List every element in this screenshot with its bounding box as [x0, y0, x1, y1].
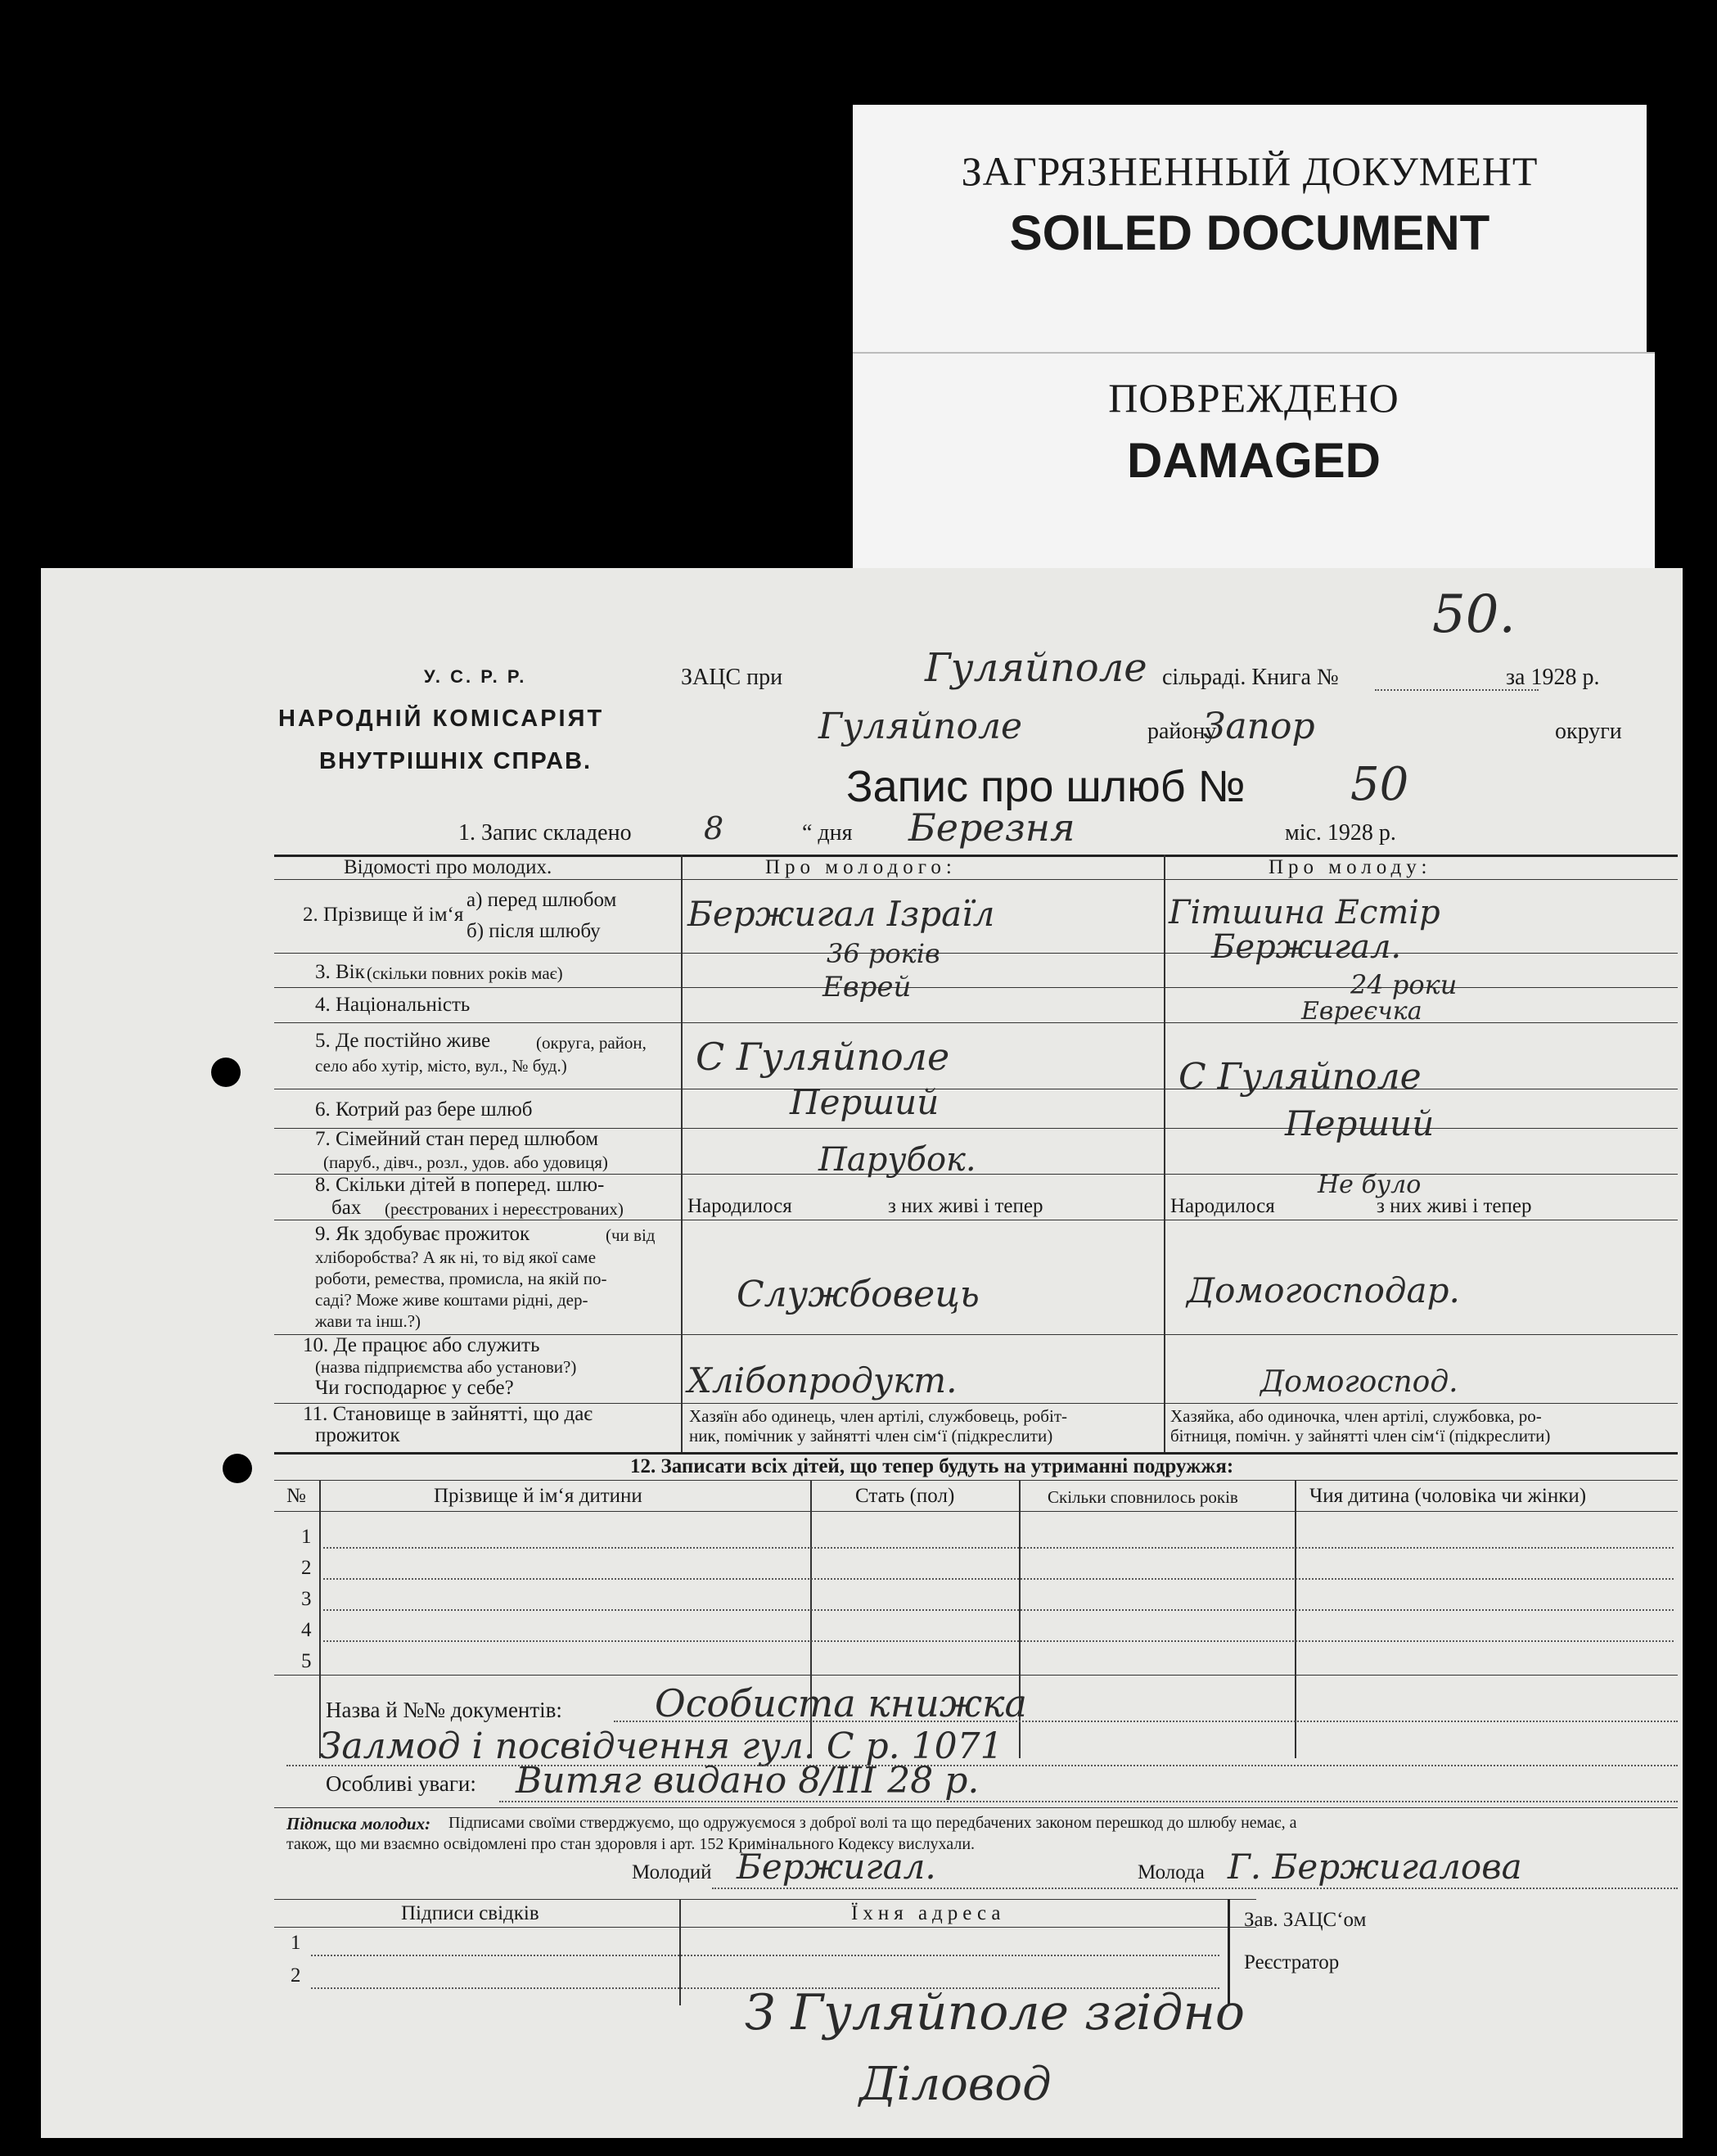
- children-row-line: [323, 1578, 1674, 1580]
- groom-position-note: Хазяїн або одинець, член артілі, службовець, робіт-: [689, 1406, 1067, 1426]
- soiled-label-ru: ЗАГРЯЗНЕННЫЙ ДОКУМЕНТ: [961, 148, 1539, 194]
- children-col-divider: [319, 1480, 321, 1758]
- district-value: Гуляйполе: [818, 706, 1023, 747]
- row-rule: [274, 953, 1678, 954]
- col-divider: [681, 855, 683, 1455]
- documents-line: [614, 1721, 1678, 1722]
- row-marriage-count-label: 6. Котрий раз бере шлюб: [315, 1098, 533, 1121]
- bride-age: 24 роки: [1350, 969, 1458, 1000]
- declaration-text-1: Підписами своїми стверджуємо, що одружуємося з доброї волі та що передбачених законом перешкод до шлюбу немає, а: [448, 1814, 1297, 1832]
- notes-line: [499, 1801, 1678, 1802]
- zags-village: Гуляйполе: [925, 645, 1147, 691]
- children-row-line: [323, 1609, 1674, 1611]
- children-col-no: №: [286, 1485, 306, 1507]
- table-bottom-rule: [274, 1452, 1678, 1455]
- row-family-status-note: (паруб., дівч., розл., удов. або удовиця): [323, 1152, 608, 1172]
- children-row-number: 4: [301, 1619, 312, 1641]
- declaration-lead: Підписка молодих:: [286, 1814, 431, 1834]
- zags-prefix: ЗАЦС при: [681, 665, 783, 690]
- record-number: 50: [1350, 758, 1409, 811]
- commissariat-line-1: НАРОДНІЙ КОМІСАРІЯТ: [278, 706, 605, 732]
- bride-position-note: Хазяйка, або одиночка, член артілі, службовка, ро-: [1170, 1406, 1542, 1426]
- damaged-label: [853, 354, 1655, 568]
- commissariat-line-2: ВНУТРІШНІХ СПРАВ.: [319, 748, 593, 774]
- row-workplace-note: (назва підприємства або установи?): [315, 1357, 577, 1377]
- declaration-rule: [274, 1807, 1678, 1808]
- witness-header-rule: [274, 1927, 1256, 1928]
- documents-value-2: Залмод і посвідчення гул. С р. 1071: [319, 1725, 1003, 1767]
- row-name-after: б) після шлюбу: [466, 920, 601, 942]
- row-income-note-5: жави та інш.?): [315, 1311, 421, 1331]
- punch-hole: [211, 1058, 241, 1087]
- witness-row-line: [311, 1955, 1219, 1956]
- notes-value: Витяг видано 8/III 28 р.: [516, 1760, 980, 1802]
- groom-workplace: Хлібопродукт.: [687, 1360, 958, 1400]
- bride-occupation: Домогосподар.: [1187, 1270, 1460, 1310]
- bride-position-note-2: бітниця, помічн. у зайнятті член сім‘ї (підкреслити): [1170, 1426, 1551, 1446]
- children-top-rule: [274, 1480, 1678, 1481]
- ussr-header: У. С. Р. Р.: [424, 666, 527, 687]
- registrar-label: Реєстратор: [1244, 1951, 1340, 1973]
- documents-line: [286, 1765, 1678, 1766]
- row-children-label: 8. Скільки дітей в поперед. шлю-: [315, 1174, 605, 1196]
- date-mid: “ дня: [802, 820, 853, 846]
- district-label: району: [1147, 719, 1217, 744]
- marriage-record-sheet: [41, 568, 1683, 2138]
- date-prefix: 1. Запис складено: [458, 820, 632, 846]
- okrug-label: округи: [1555, 719, 1622, 744]
- row-workplace-label: 10. Де працює або служить: [303, 1334, 540, 1356]
- punch-hole: [223, 1454, 252, 1483]
- groom-alive-label: з них живі і тепер: [888, 1195, 1043, 1217]
- witness-top-rule: [274, 1899, 1256, 1900]
- bride-sign-label: Молода: [1138, 1861, 1205, 1883]
- groom-signature: Бержигал.: [737, 1847, 936, 1887]
- head-label: Зав. ЗАЦС‘ом: [1244, 1909, 1367, 1931]
- children-col-divider: [1295, 1480, 1296, 1758]
- children-row-line: [323, 1547, 1674, 1549]
- children-col-name: Прізвище й ім‘я дитини: [434, 1485, 642, 1507]
- row-position-label: 11. Становище в зайнятті, що дає: [303, 1403, 593, 1425]
- documents-value-1: Особиста книжка: [655, 1681, 1027, 1725]
- witness-row-number: 1: [291, 1932, 301, 1954]
- children-bottom-rule: [274, 1675, 1678, 1676]
- documents-label: Назва й №№ документів:: [326, 1698, 562, 1722]
- bride-name-after: Бержигал.: [1211, 928, 1402, 966]
- footer-note-1: З Гуляйполе згідно: [745, 1984, 1246, 2041]
- row-name-before: а) перед шлюбом: [466, 889, 617, 911]
- declaration-text-2: також, що ми взаємно освідомлені про стан здоровля і арт. 152 Кримінального Кодексу вислухали.: [286, 1835, 976, 1853]
- groom-name: Бержигал Ізраїл: [687, 894, 995, 934]
- row-position-label-2: прожиток: [315, 1424, 400, 1446]
- col-groom-header: Про молодого:: [765, 856, 957, 878]
- record-title: Запис про шлюб №: [846, 762, 1246, 811]
- okrug-value: Запор: [1203, 706, 1315, 747]
- children-row-number: 3: [301, 1588, 312, 1610]
- groom-family-status: Парубок.: [818, 1141, 976, 1179]
- row-residence-label: 5. Де постійно живе: [315, 1030, 491, 1052]
- col-info-header: Відомості про молодих.: [344, 856, 552, 878]
- row-family-status-label: 7. Сімейний стан перед шлюбом: [315, 1128, 599, 1150]
- footer-note-2: Діловод: [859, 2058, 1052, 2111]
- table-header-rule: [274, 879, 1678, 880]
- bride-nationality: Евреєчка: [1301, 997, 1422, 1026]
- row-income-note-1: (чи від: [606, 1225, 656, 1245]
- groom-position-note-2: ник, помічник у зайнятті член сім‘ї (підкреслити): [689, 1426, 1053, 1446]
- bride-marriage-number: Перший: [1285, 1103, 1435, 1143]
- bride-alive-label: з них живі і тепер: [1377, 1195, 1532, 1217]
- bride-name-before: Гітшина Естір: [1169, 894, 1440, 931]
- row-income-note-3: роботи, ремества, промисла, на якій по-: [315, 1269, 607, 1288]
- book-year: за 1928 р.: [1506, 665, 1600, 690]
- groom-marriage-number: Перший: [790, 1082, 940, 1122]
- children-title: 12. Записати всіх дітей, що тепер будуть на утриманні подружжя:: [630, 1455, 1234, 1477]
- row-age-label: 3. Вік: [315, 961, 365, 983]
- row-income-note-4: саді? Може живе коштами рідні, дер-: [315, 1290, 588, 1310]
- row-income-label: 9. Як здобуває прожиток: [315, 1223, 530, 1245]
- row-name-label: 2. Прізвище й ім‘я: [303, 904, 464, 926]
- groom-nationality: Еврей: [822, 971, 912, 1004]
- row-age-note: (скільки повних років має): [367, 963, 563, 983]
- date-day: 8: [704, 810, 724, 846]
- page-number: 50.: [1432, 584, 1516, 645]
- date-suffix: міс. 1928 р.: [1285, 820, 1396, 846]
- groom-occupation: Службовець: [737, 1274, 980, 1315]
- row-children-label-2: бах: [331, 1197, 362, 1219]
- date-month: Березня: [908, 805, 1075, 850]
- row-residence-note-2: село або хутір, місто, вул., № буд.): [315, 1056, 567, 1076]
- witness-row-number: 2: [291, 1964, 301, 1987]
- row-residence-note-1: (округа, район,: [536, 1033, 647, 1053]
- children-row-number: 5: [301, 1650, 312, 1672]
- witness-addr-header: Їхня адреса: [851, 1902, 1006, 1924]
- zags-suffix: сільраді. Книга №: [1162, 665, 1339, 690]
- children-row-line: [323, 1640, 1674, 1642]
- notes-label: Особливі уваги:: [326, 1771, 476, 1796]
- soiled-label: [853, 105, 1647, 359]
- children-col-age: Скільки сповнилось років: [1048, 1487, 1238, 1507]
- groom-age: 36 років: [827, 938, 940, 969]
- row-rule: [274, 1022, 1678, 1023]
- witness-col-divider: [679, 1899, 681, 2005]
- witness-sign-header: Підписи свідків: [401, 1902, 539, 1924]
- children-col-sex: Стать (пол): [855, 1485, 955, 1507]
- signature-line: [712, 1888, 1678, 1889]
- row-rule: [274, 987, 1678, 988]
- col-bride-header: Про молоду:: [1269, 856, 1432, 878]
- bride-residence: С Гуляйполе: [1178, 1056, 1422, 1098]
- children-col-whose: Чия дитина (чоловіка чи жінки): [1309, 1485, 1587, 1507]
- soiled-label-en: SOILED DOCUMENT: [1009, 205, 1490, 260]
- row-nationality-label: 4. Національність: [315, 994, 471, 1016]
- groom-born-label: Народилося: [687, 1195, 792, 1217]
- children-header-rule: [274, 1511, 1678, 1512]
- groom-residence: С Гуляйполе: [696, 1035, 950, 1079]
- row-workplace-own-farm: Чи господарює у себе?: [315, 1377, 514, 1399]
- col-divider: [1164, 855, 1165, 1455]
- groom-sign-label: Молодий: [632, 1861, 712, 1883]
- children-row-number: 2: [301, 1557, 312, 1579]
- bride-signature: Г. Бержигалова: [1228, 1847, 1522, 1887]
- bride-children: Не було: [1318, 1170, 1422, 1199]
- row-income-note-2: хліборобства? А як ні, то від якої саме: [315, 1247, 597, 1267]
- bride-born-label: Народилося: [1170, 1195, 1275, 1217]
- row-children-note: (реєстрованих і нереєстрованих): [385, 1199, 624, 1219]
- bride-workplace: Домогоспод.: [1260, 1365, 1458, 1399]
- damaged-label-ru: ПОВРЕЖДЕНО: [1108, 375, 1399, 421]
- children-row-number: 1: [301, 1526, 312, 1548]
- damaged-label-en: DAMAGED: [1127, 433, 1381, 488]
